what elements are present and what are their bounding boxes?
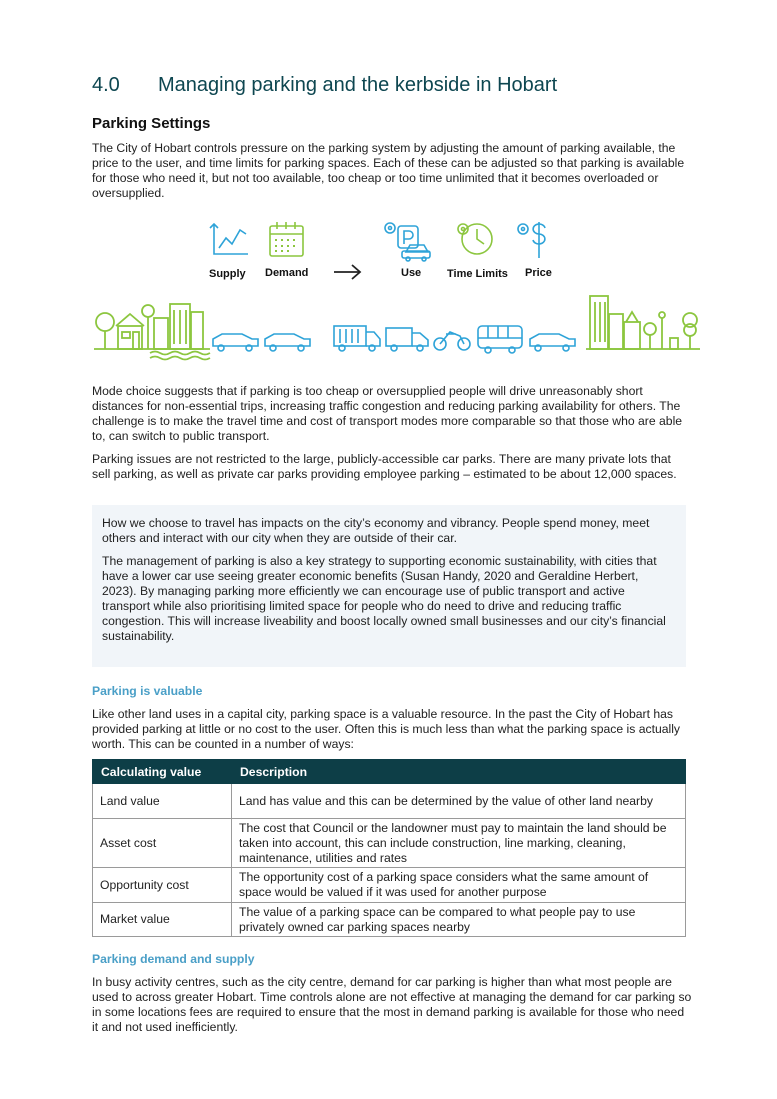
row-name: Asset cost [93, 819, 232, 868]
supply-chart-icon [210, 224, 248, 254]
section-number: 4.0 [92, 74, 120, 96]
row-description: Land has value and this can be determined by the value of other land nearby [232, 784, 686, 819]
demand-supply-text: In busy activity centres, such as the city centre, demand for car parking is higher than what most people are used to across greater Hobart. Time controls alone are not effective at managing the demand for car parking so in some locations fees are required to ensure that the most in demand parking is available for those who need it and not used inefficiently. [92, 975, 692, 1034]
label-price: Price [525, 267, 552, 279]
table-row [93, 868, 686, 903]
right-cityscape-icon [586, 296, 700, 349]
callout-paragraph-2: The management of parking is also a key strategy to supporting economic sustainability, with cities that have a lower car use seeing greater economic benefits (Susan Handy, 2020 and Geraldine Herbert, 2023). By managing parking more efficiently we can encourage use of public transport and active transport while also prioritising limited space for people who do need to drive and reducing traffic congestion. This will increase liveability and boost locally owned small businesses and our city’s financial sustainability. [102, 554, 666, 643]
time-limits-clock-icon [458, 224, 492, 254]
parking-issues-paragraph: Parking issues are not restricted to the large, publicly-accessible car parks. There are many private lots that sell parking, as well as private car parks providing employee parking – estimated to be about 12,000 spaces. [92, 452, 677, 481]
table-row [93, 784, 686, 819]
label-demand: Demand [265, 267, 309, 279]
row-name: Opportunity cost [93, 868, 232, 903]
section-heading [92, 74, 557, 97]
row-name: Land value [93, 784, 232, 819]
header-calculating-value: Calculating value [93, 760, 232, 784]
demand-supply-heading: Parking demand and supply [92, 952, 255, 966]
demand-calendar-icon [270, 222, 303, 256]
price-dollar-icon [518, 222, 545, 258]
parking-settings-heading: Parking Settings [92, 115, 211, 132]
callout-box [92, 505, 686, 667]
label-time-limits: Time Limits [447, 268, 508, 280]
row-description: The value of a parking space can be compared to what people pay to use privately owned car parking spaces nearby [232, 903, 686, 937]
row-description: The cost that Council or the landowner must pay to maintain the land should be taken into account, this can include construction, line marking, cleaning, maintenance, utilities and rates [232, 819, 686, 868]
mode-choice-paragraph: Mode choice suggests that if parking is too cheap or oversupplied people will drive unreasonably short distances for non-essential trips, increasing traffic congestion and reducing parking availability for others. The challenge is to make the travel time and cost of transport modes more comparable so that those who are able to, can switch to public transport. [92, 384, 683, 443]
vehicles-row-icon [213, 326, 575, 353]
label-supply: Supply [209, 268, 246, 280]
callout-paragraph-1: How we choose to travel has impacts on the city’s economy and vibrancy. People spend money, meet others and interact with our city when they are outside of their car. [102, 516, 650, 545]
left-cityscape-icon [94, 304, 210, 360]
row-name: Market value [93, 903, 232, 937]
header-description: Description [232, 760, 686, 784]
parking-valuable-text: Like other land uses in a capital city, parking space is a valuable resource. In the past the City of Hobart has provided parking at little or no cost to the user. Often this is much less than what the parking space is actually worth. This can be counted in a number of ways: [92, 707, 681, 751]
table-row [93, 819, 686, 868]
table-header-row [93, 760, 686, 784]
value-table [92, 759, 686, 937]
parking-settings-graphic [90, 214, 710, 364]
table-row [93, 903, 686, 937]
parking-valuable-heading: Parking is valuable [92, 684, 203, 698]
use-parking-icon [385, 223, 430, 261]
arrow-right-icon [334, 265, 360, 279]
row-description: The opportunity cost of a parking space considers what the same amount of space would be valued if it was used for another purpose [232, 868, 686, 903]
label-use: Use [401, 267, 422, 279]
section-title: Managing parking and the kerbside in Hobart [158, 74, 558, 96]
parking-settings-intro: The City of Hobart controls pressure on the parking system by adjusting the amount of parking available, the price to the user, and time limits for parking spaces. Each of these can be adjusted so that parking is available for those who need it, but not too available, too cheap or too time unlimited that it becomes overloaded or oversupplied. [92, 141, 685, 200]
